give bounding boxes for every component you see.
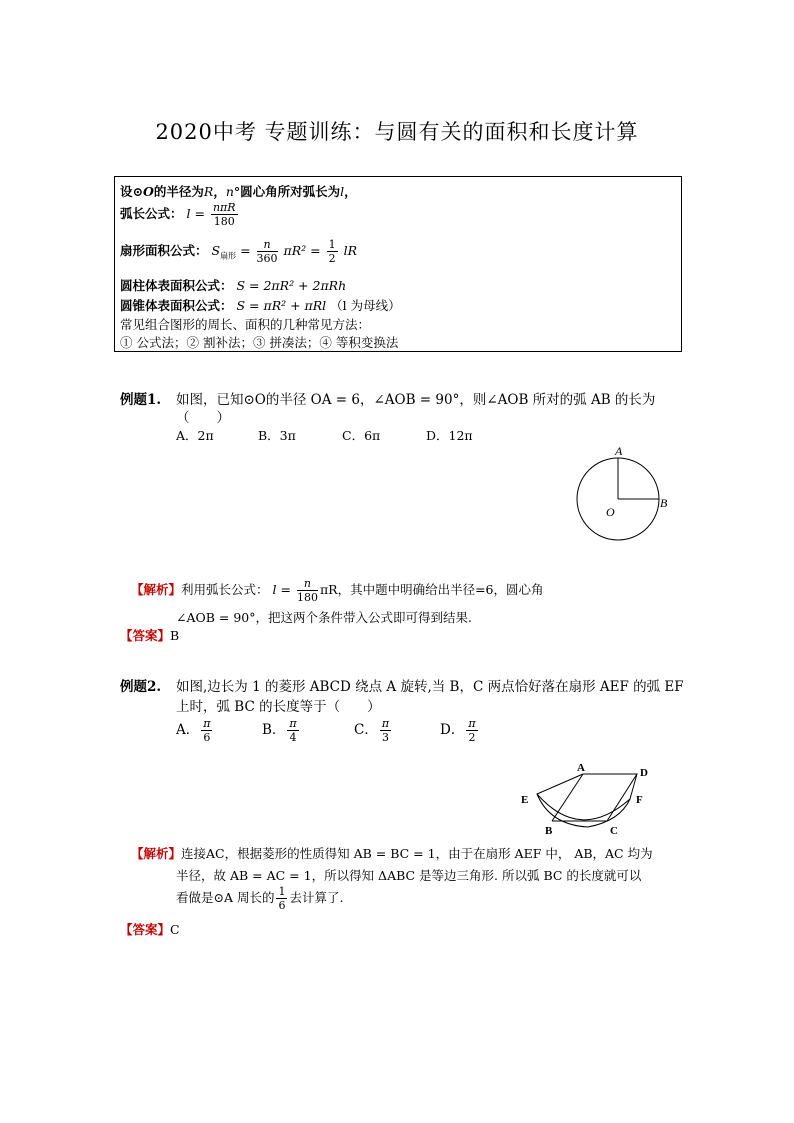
cylinder-formula: 圆柱体表面积公式： S = 2πR² + 2πRh	[120, 278, 347, 293]
side-cd	[607, 774, 637, 821]
page-title: 2020中考 专题训练：与圆有关的面积和长度计算	[155, 120, 639, 144]
point-d-label: D	[640, 767, 648, 779]
example1-answer: 【答案】B	[120, 628, 180, 643]
example1-label: 例题1.	[120, 392, 162, 408]
point-b-label: B	[545, 825, 553, 837]
example1-option-b: B．3π	[258, 428, 296, 443]
example1-solution-line1: 【解析】利用弧长公式： l = $\frac{n}{180}$ πR，其中题中明确给出半径=6，圆心角	[131, 577, 544, 604]
point-b-label: B	[660, 496, 668, 510]
example2-solution-line1: 【解析】连接AC，根据菱形的性质得知 AB = BC = 1，由于在扇形 AEF 中， AB，AC 均为	[131, 846, 653, 861]
point-e-label: E	[521, 794, 529, 806]
example2-option-c: C． $\frac{\pi}{3}$	[354, 717, 390, 744]
example1-solution-line2: ∠AOB = 90°，把这两个条件带入公式即可得到结果.	[176, 610, 472, 625]
example2-option-d: D． $\frac{\pi}{2}$	[440, 717, 476, 744]
example2-rhombus-figure	[510, 755, 690, 840]
example2-option-b: B． $\frac{\pi}{4}$	[262, 717, 297, 744]
example1-paren: （ ）	[176, 410, 230, 426]
point-c-label: C	[610, 825, 618, 837]
methods-list: ① 公式法；② 割补法；③ 拼凑法；④ 等积变换法	[120, 335, 399, 350]
arc-length-formula: 弧长公式： l = $\frac{\text{nπR}}{180}$	[120, 201, 236, 228]
example2-label: 例题2.	[120, 679, 162, 695]
sector-area-formula: 扇形面积公式： $S_{扇形}$ = $\frac{n}{360}$ πR² = $\frac{1}{2}$ lR	[120, 238, 357, 265]
example2-answer: 【答案】C	[120, 922, 180, 937]
cone-formula: 圆锥体表面积公式： S = πR² + πRl （l 为母线）	[120, 298, 401, 313]
example1-circle-figure	[560, 440, 680, 550]
example2-option-a: A． $\frac{\pi}{6}$	[176, 717, 211, 744]
example2-solution-line2: 半径，故 AB = AC = 1，所以得知 ΔABC 是等边三角形. 所以弧 BC 的长度就可以	[176, 868, 642, 883]
point-a-label: A	[577, 762, 585, 774]
example1-option-c: C．6π	[342, 428, 381, 443]
example2-question-line1: 如图,边长为 1 的菱形 ABCD 绕点 A 旋转,当 B，C 两点恰好落在扇形 AEF 的弧 EF	[176, 679, 684, 695]
example1-question: 如图，已知⊙O的半径 OA = 6，∠AOB = 90°，则∠AOB 所对的弧 AB 的长为	[176, 392, 656, 408]
methods-title: 常见组合图形的周长、面积的几种常见方法：	[120, 317, 371, 332]
example2-solution-line3: 看做是⊙A 周长的 $\frac{1}{6}$ 去计算了.	[176, 885, 344, 912]
example1-option-d: D．12π	[426, 428, 473, 443]
sector-edge-ae	[537, 774, 588, 827]
radius-intro: 设⊙O的半径为R，n°圆心角所对弧长为l，	[120, 184, 357, 199]
point-o-label: O	[606, 505, 615, 519]
example2-question-line2: 上时，弧 BC 的长度等于（ ）	[176, 699, 381, 715]
example1-option-a: A．2π	[176, 428, 214, 443]
point-f-label: F	[636, 794, 643, 806]
point-a-label: A	[615, 444, 623, 458]
